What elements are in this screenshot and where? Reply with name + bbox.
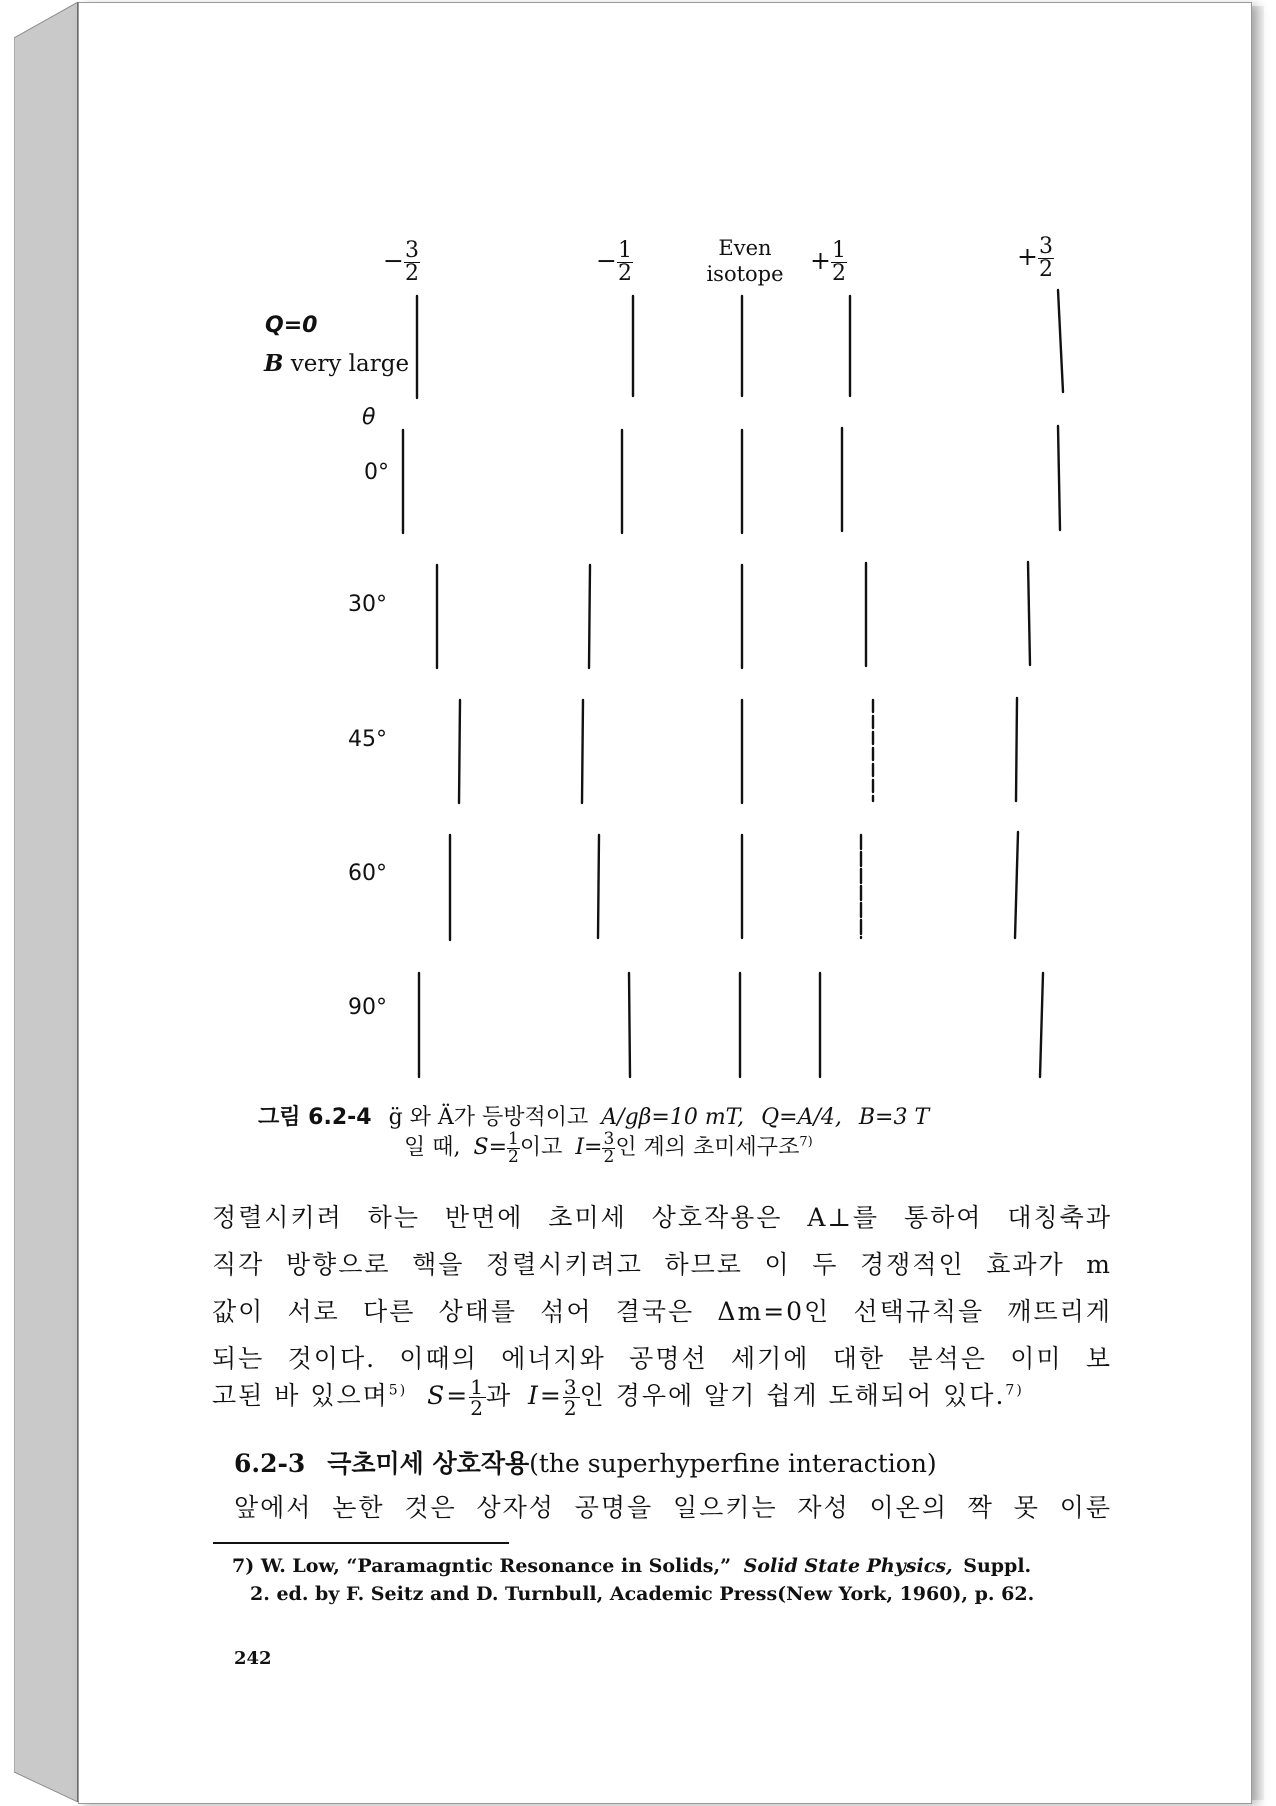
body-line-3: 값이 서로 다른 상태를 섞어 결국은 Δm=0인 선택규칙을 깨뜨리게 (212, 1297, 1112, 1326)
line-30-m-pos3 (1028, 562, 1030, 665)
line-0-m-pos3 (1058, 426, 1060, 530)
footnote-rule (213, 1542, 509, 1544)
body-line-2: 직각 방향으로 핵을 정렬시키려고 하므로 이 두 경쟁적인 효과가 m (212, 1250, 1112, 1279)
line-q0-m-pos3 (1058, 290, 1063, 392)
footnote-line-1: 7) W. Low, “Paramagntic Resonance in Solids,” Solid State Physics, Suppl. (232, 1555, 1032, 1577)
section-heading: 6.2-3 극초미세 상호작용(the superhyperfine interaction) (234, 1449, 937, 1478)
page-number: 242 (234, 1648, 272, 1669)
label-m-neg-half: − $\frac{1}{2}$ (596, 238, 632, 286)
section-first-line: 앞에서 논한 것은 상자성 공명을 일으키는 자성 이온의 짝 못 이룬 (234, 1493, 1112, 1522)
angle-label-0: 0° (364, 460, 389, 485)
angle-label-45: 45° (348, 727, 387, 752)
line-45-m-neg1 (582, 700, 583, 803)
line-60-m-pos3 (1015, 832, 1018, 938)
label-m-pos-half: + $\frac{1}{2}$ (810, 238, 846, 286)
line-30-m-neg1 (589, 565, 590, 668)
footnote-line-2: 2. ed. by F. Seitz and D. Turnbull, Academic Press(New York, 1960), p. 62. (250, 1583, 1035, 1605)
label-m-pos-three-half: + $\frac{3}{2}$ (1017, 234, 1053, 282)
body-line-1: 정렬시키려 하는 반면에 초미세 상호작용은 A⊥를 통하여 대칭축과 (212, 1203, 1112, 1232)
body-line-5: 고된 바 있으며$^{5)}$ S= $\frac{1}{2}$ 과 I= $\frac{3}{2}$ 인 경우에 알기 쉽게 도해되어 있다.$^{7)}$ (212, 1375, 1024, 1420)
label-m-neg-three-half: − $\frac{3}{2}$ (383, 238, 419, 286)
body-line-4: 되는 것이다. 이때의 에너지와 공명선 세기에 대한 분석은 이미 보 (212, 1344, 1112, 1373)
label-even-isotope: Even isotope (706, 236, 784, 287)
line-90-m-neg1 (629, 973, 630, 1077)
label-b-very-large: B very large (264, 350, 410, 377)
line-45-m-neg3 (459, 700, 460, 803)
figure-caption-line2: 일 때, S= $\frac{1}{2}$ 이고 I= $\frac{3}{2}$ 인 계의 초미세구조$^{7)}$ (404, 1128, 813, 1167)
figure-caption-line1: 그림 6.2-4 g̈ 와 Ä가 등방적이고 A/gβ=10 mT, Q=A/4, B=3 T (258, 1105, 930, 1130)
line-60-m-neg1 (598, 835, 599, 938)
line-45-m-pos3 (1016, 698, 1017, 801)
label-theta: θ (362, 405, 376, 430)
angle-label-60: 60° (348, 861, 387, 886)
label-q-zero: Q=0 (265, 313, 318, 338)
angle-label-30: 30° (348, 592, 387, 617)
line-90-m-pos3 (1040, 973, 1043, 1077)
angle-label-90: 90° (348, 995, 387, 1020)
